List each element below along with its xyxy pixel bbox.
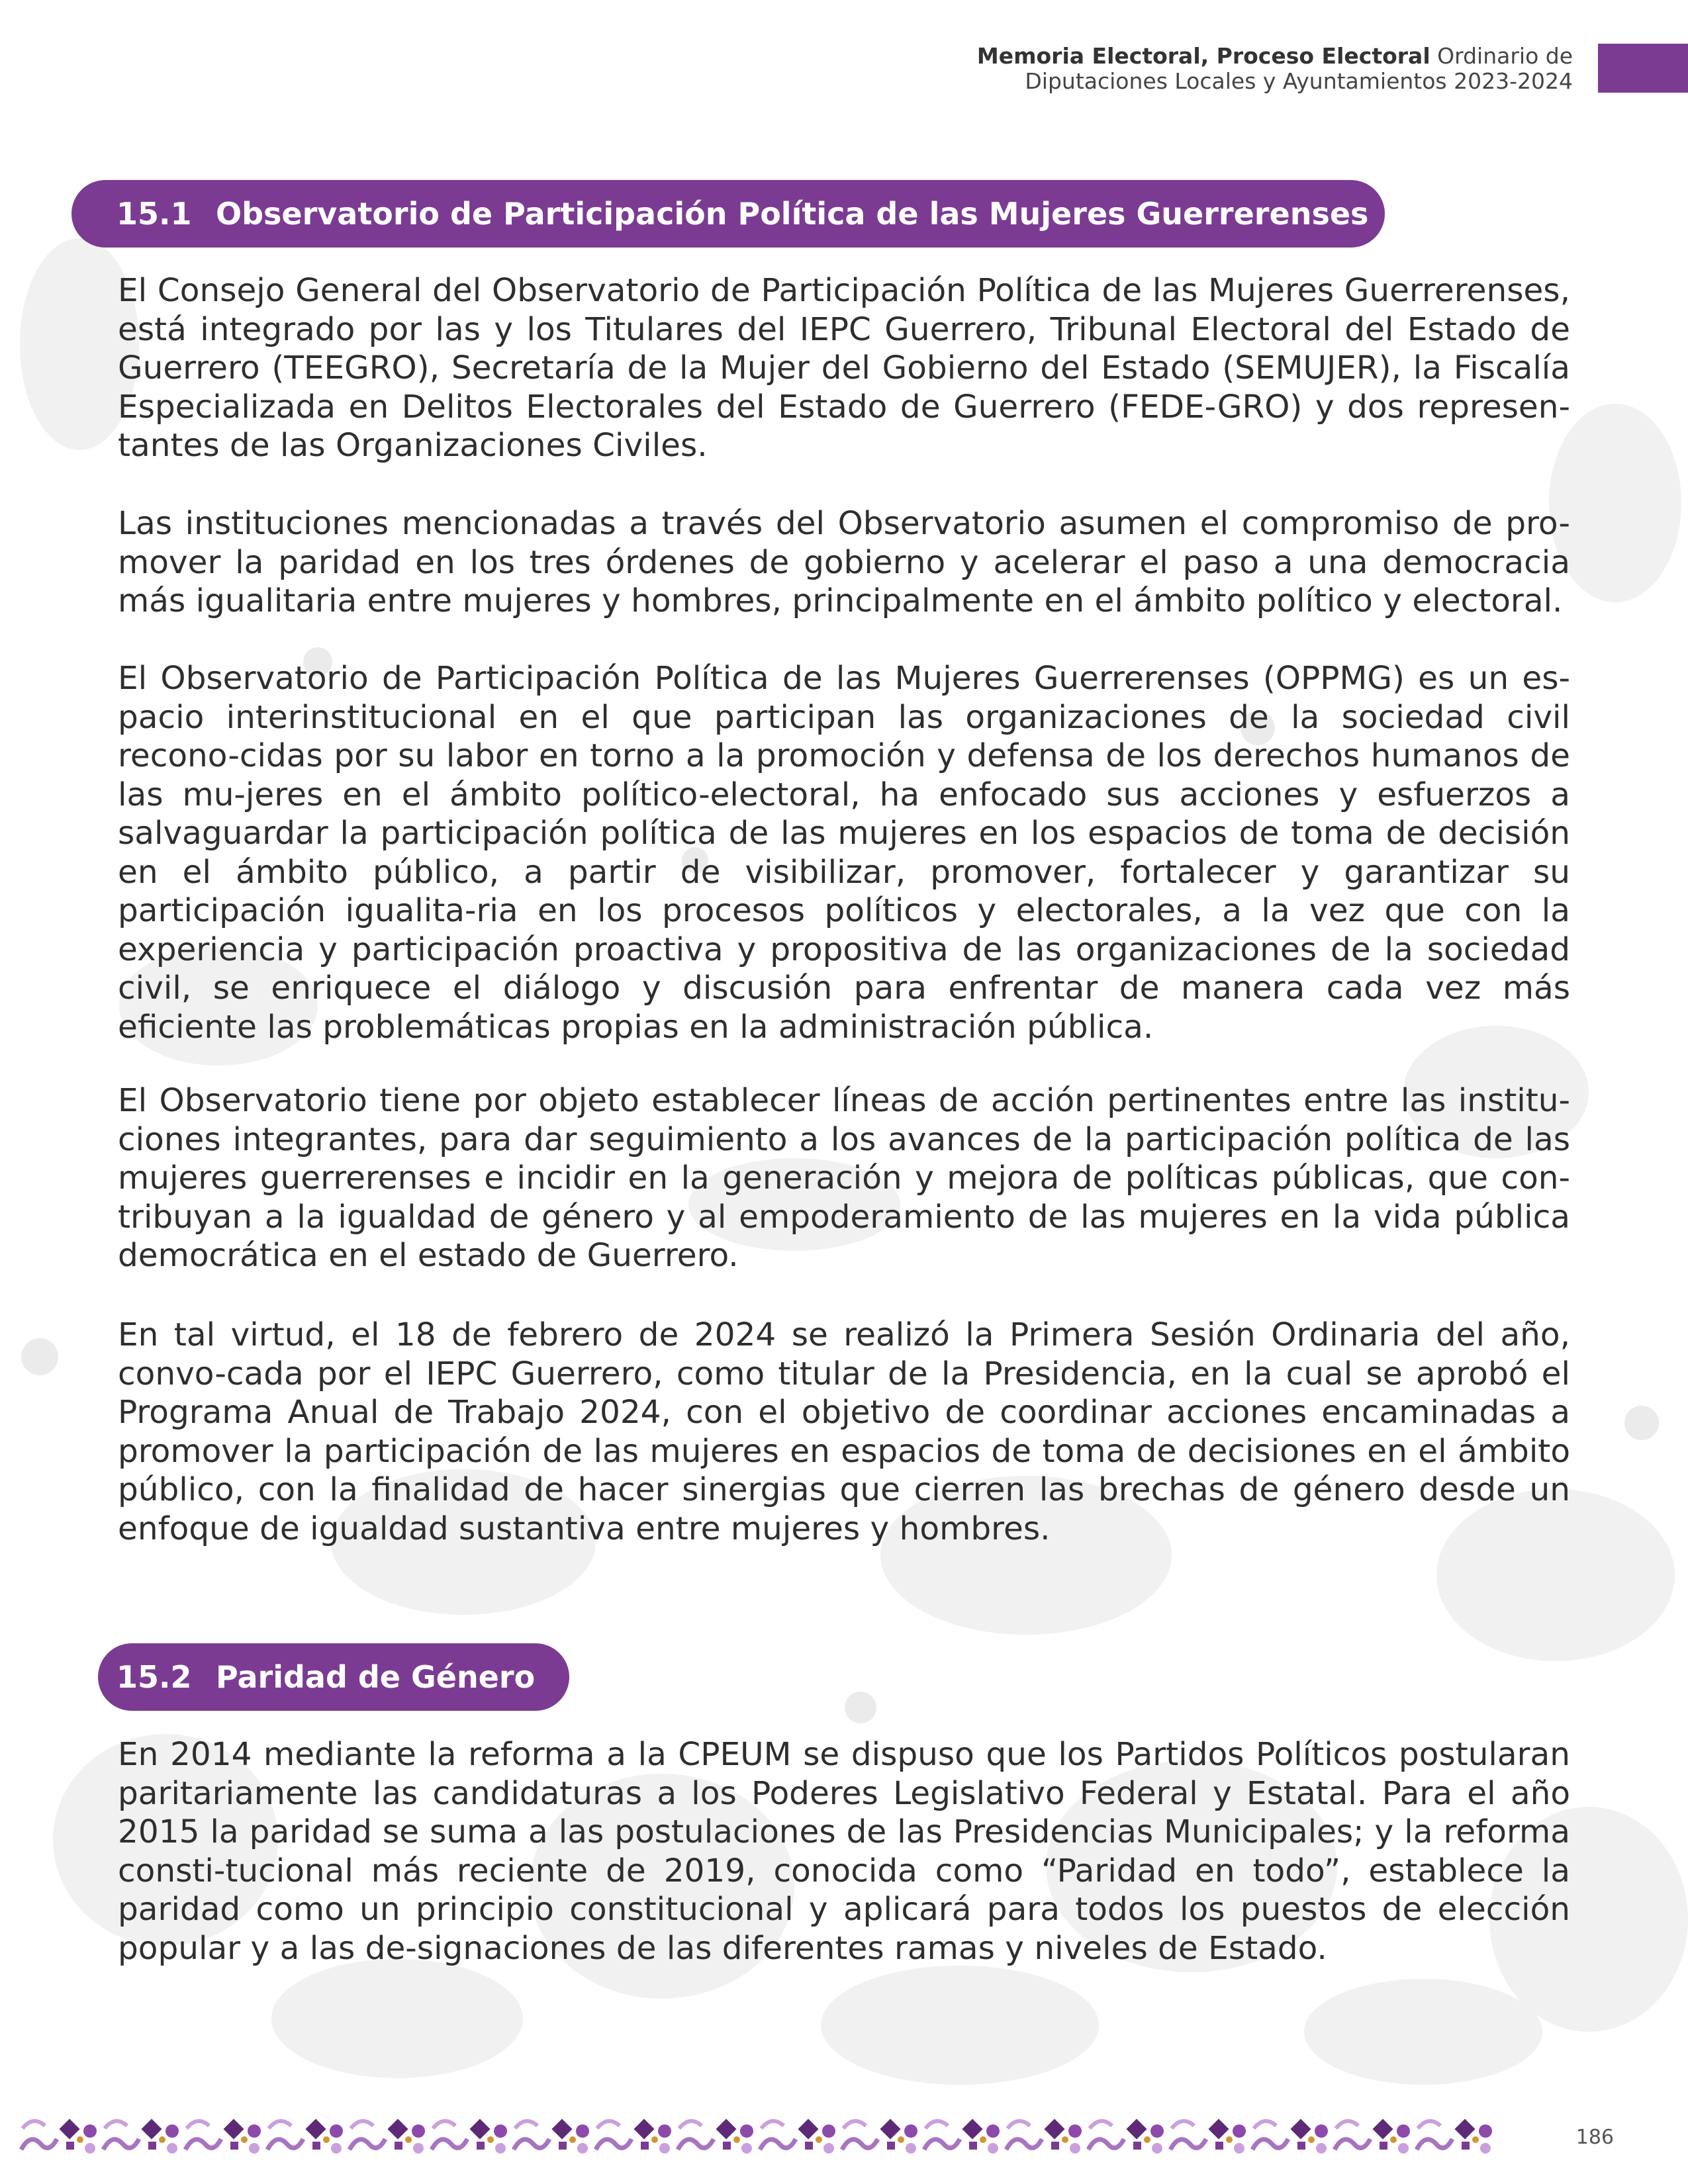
running-header <box>977 44 1573 94</box>
header-title-rest: Ordinario de <box>1430 43 1573 69</box>
footer-embroidery-band <box>19 2110 1501 2163</box>
header-title-line <box>977 44 1573 69</box>
header-title-bold: Memoria Electoral, Proceso Electoral <box>976 43 1430 69</box>
paragraph: En 2014 mediante la reforma a la CPEUM se dispuso que los Partidos Políticos postularan paritariamente las candidaturas a los Poderes Legislativo Federal y Estatal. Para el año 2015 la paridad se suma a las postulaciones de las Presidencias Municipales; y la reforma consti-tucional más reciente de 2019, conocida como “Paridad en todo”, establece la paridad como un principio constitucional y aplicará para todos los puestos de elección popular y a las de-signaciones de las diferentes ramas y niveles de Estado. <box>118 1736 1570 1967</box>
header-color-tab <box>1598 44 1688 93</box>
section-title: Observatorio de Participación Política de las Mujeres Guerrerenses <box>216 196 1369 232</box>
section-heading-15-2 <box>98 1643 569 1711</box>
paragraph: Las instituciones mencionadas a través del Observatorio asumen el compromiso de pro-mover la paridad en los tres órdenes de gobierno y acelerar el paso a una democracia más igualitaria entre mujeres y hombres, principalmente en el ámbito político y electoral. <box>118 505 1570 619</box>
paragraph: El Observatorio de Participación Política de las Mujeres Guerrerenses (OPPMG) es un es-pacio interinstitucional en el que participan las organizaciones de la sociedad civil recono-cidas por su labor en torno a la promoción y defensa de los derechos humanos de las mu-jeres en el ámbito político-electoral, ha enfocado sus acciones y esfuerzos a salvaguardar la participación política de las mujeres en los espacios de toma de decisión en el ámbito público, a partir de visibilizar, promover, fortalecer y garantizar su participación igualita-ria en los procesos políticos y electorales, a la vez que con la experiencia y participación proactiva y propositiva de las organizaciones de la sociedad civil, se enriquece el diálogo y discusión para enfrentar de manera cada vez más eficiente las problemáticas propias en la administración pública. <box>118 660 1570 1046</box>
paragraph: El Consejo General del Observatorio de Participación Política de las Mujeres Guerrerenses, está integrado por las y los Titulares del IEPC Guerrero, Tribunal Electoral del Estado de Guerrero (TEEGRO), Secretaría de la Mujer del Gobierno del Estado (SEMUJER), la Fiscalía Especializada en Delitos Electorales del Estado de Guerrero (FEDE-GRO) y dos represen-tantes de las Organizaciones Civiles. <box>118 272 1570 464</box>
header-subtitle: Diputaciones Locales y Ayuntamientos 2023-2024 <box>1025 68 1573 94</box>
paragraph: El Observatorio tiene por objeto establecer líneas de acción pertinentes entre las institu-ciones integrantes, para dar seguimiento a los avances de la participación política de las mujeres guerrerenses e incidir en la generación y mejora de políticas públicas, que con-tribuyan a la igualdad de género y al empoderamiento de las mujeres en la vida pública democrática en el estado de Guerrero. <box>118 1082 1570 1274</box>
section-title: Paridad de Género <box>216 1659 536 1695</box>
paragraph: En tal virtud, el 18 de febrero de 2024 se realizó la Primera Sesión Ordinaria del año, convo-cada por el IEPC Guerrero, como titular de la Presidencia, en la cual se aprobó el Programa Anual de Trabajo 2024, con el objetivo de coordinar acciones encaminadas a promover la participación de las mujeres en espacios de toma de decisiones en el ámbito público, con la finalidad de hacer sinergias que cierren las brechas de género desde un enfoque de igualdad sustantiva entre mujeres y hombres. <box>118 1316 1570 1547</box>
page-number: 186 <box>1575 2126 1614 2149</box>
section-number: 15.2 <box>117 1659 192 1695</box>
section-heading-15-1 <box>71 180 1385 248</box>
section-number: 15.1 <box>117 196 192 232</box>
